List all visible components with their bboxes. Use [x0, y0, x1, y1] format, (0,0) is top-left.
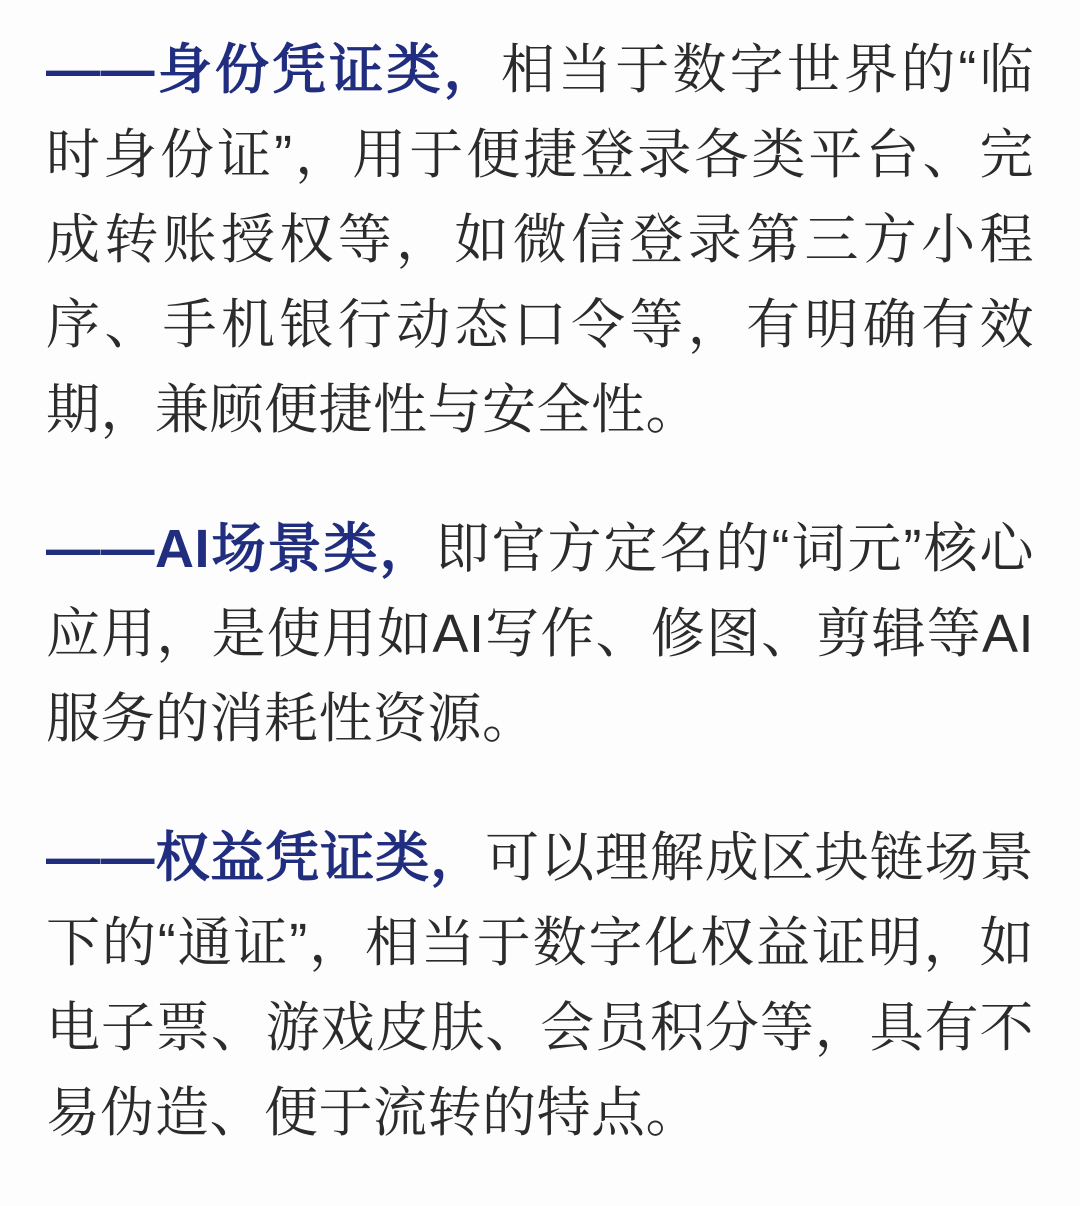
paragraph-heading-ai-scenario: ——AI场景类，: [46, 519, 436, 579]
paragraph-heading-identity-credentials: ——身份凭证类，: [46, 40, 501, 100]
paragraph-body-rights-credentials: 可以理解成区块链场景下的“通证”，相当于数字化权益证明，如电子票、游戏皮肤、会员积分等，具有不易伪造、便于流转的特点。: [46, 828, 1034, 1143]
paragraph-body-ai-scenario: 即官方定名的“词元”核心应用，是使用如AI写作、修图、剪辑等AI服务的消耗性资源。: [46, 519, 1035, 749]
paragraph-ai-scenario: [46, 507, 1034, 762]
paragraph-heading-rights-credentials: ——权益凭证类，: [46, 828, 486, 888]
paragraph-body-identity-credentials: 相当于数字世界的“临时身份证”，用于便捷登录各类平台、完成转账授权等，如微信登录第三方小程序、手机银行动态口令等，有明确有效期，兼顾便捷性与安全性。: [46, 40, 1035, 440]
paragraph-rights-credentials: [46, 816, 1034, 1156]
paragraph-identity-credentials: [46, 28, 1034, 453]
